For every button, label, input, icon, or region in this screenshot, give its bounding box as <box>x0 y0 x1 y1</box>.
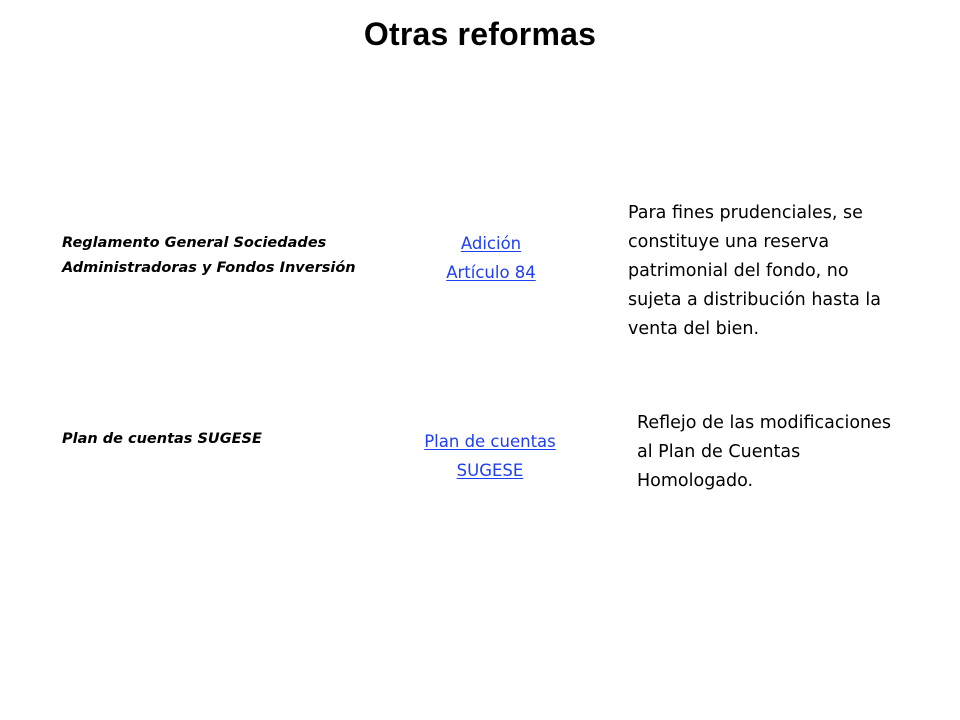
chart-of-accounts-description <box>637 409 891 496</box>
description-line: venta del bien. <box>628 319 760 339</box>
addition-link[interactable]: Adición <box>460 234 522 253</box>
description-line: patrimonial del fondo, no <box>628 261 849 281</box>
description-line: Reflejo de las modificaciones <box>637 413 892 433</box>
description-line: constituye una reserva <box>628 232 830 252</box>
chart-of-accounts-link-group <box>392 427 588 485</box>
sugese-link[interactable]: SUGESE <box>456 461 524 480</box>
chart-of-accounts-link[interactable]: Plan de cuentas <box>424 432 556 451</box>
article-84-link[interactable]: Artículo 84 <box>446 263 536 282</box>
chart-of-accounts-label-line: Plan de cuentas SUGESE <box>62 431 262 447</box>
description-line: al Plan de Cuentas <box>637 442 801 462</box>
regulation-label-line-2: Administradoras y Fondos Inversión <box>62 260 356 276</box>
description-line: Homologado. <box>637 471 754 491</box>
chart-of-accounts-label <box>62 427 262 452</box>
addition-article-link-group <box>420 229 562 287</box>
regulation-label <box>62 231 356 281</box>
description-line: sujeta a distribución hasta la <box>628 290 881 310</box>
description-line: Para fines prudenciales, se <box>628 203 863 223</box>
regulation-description <box>628 199 881 344</box>
regulation-label-line-1: Reglamento General Sociedades <box>62 235 327 251</box>
slide-title: Otras reformas <box>363 16 597 52</box>
